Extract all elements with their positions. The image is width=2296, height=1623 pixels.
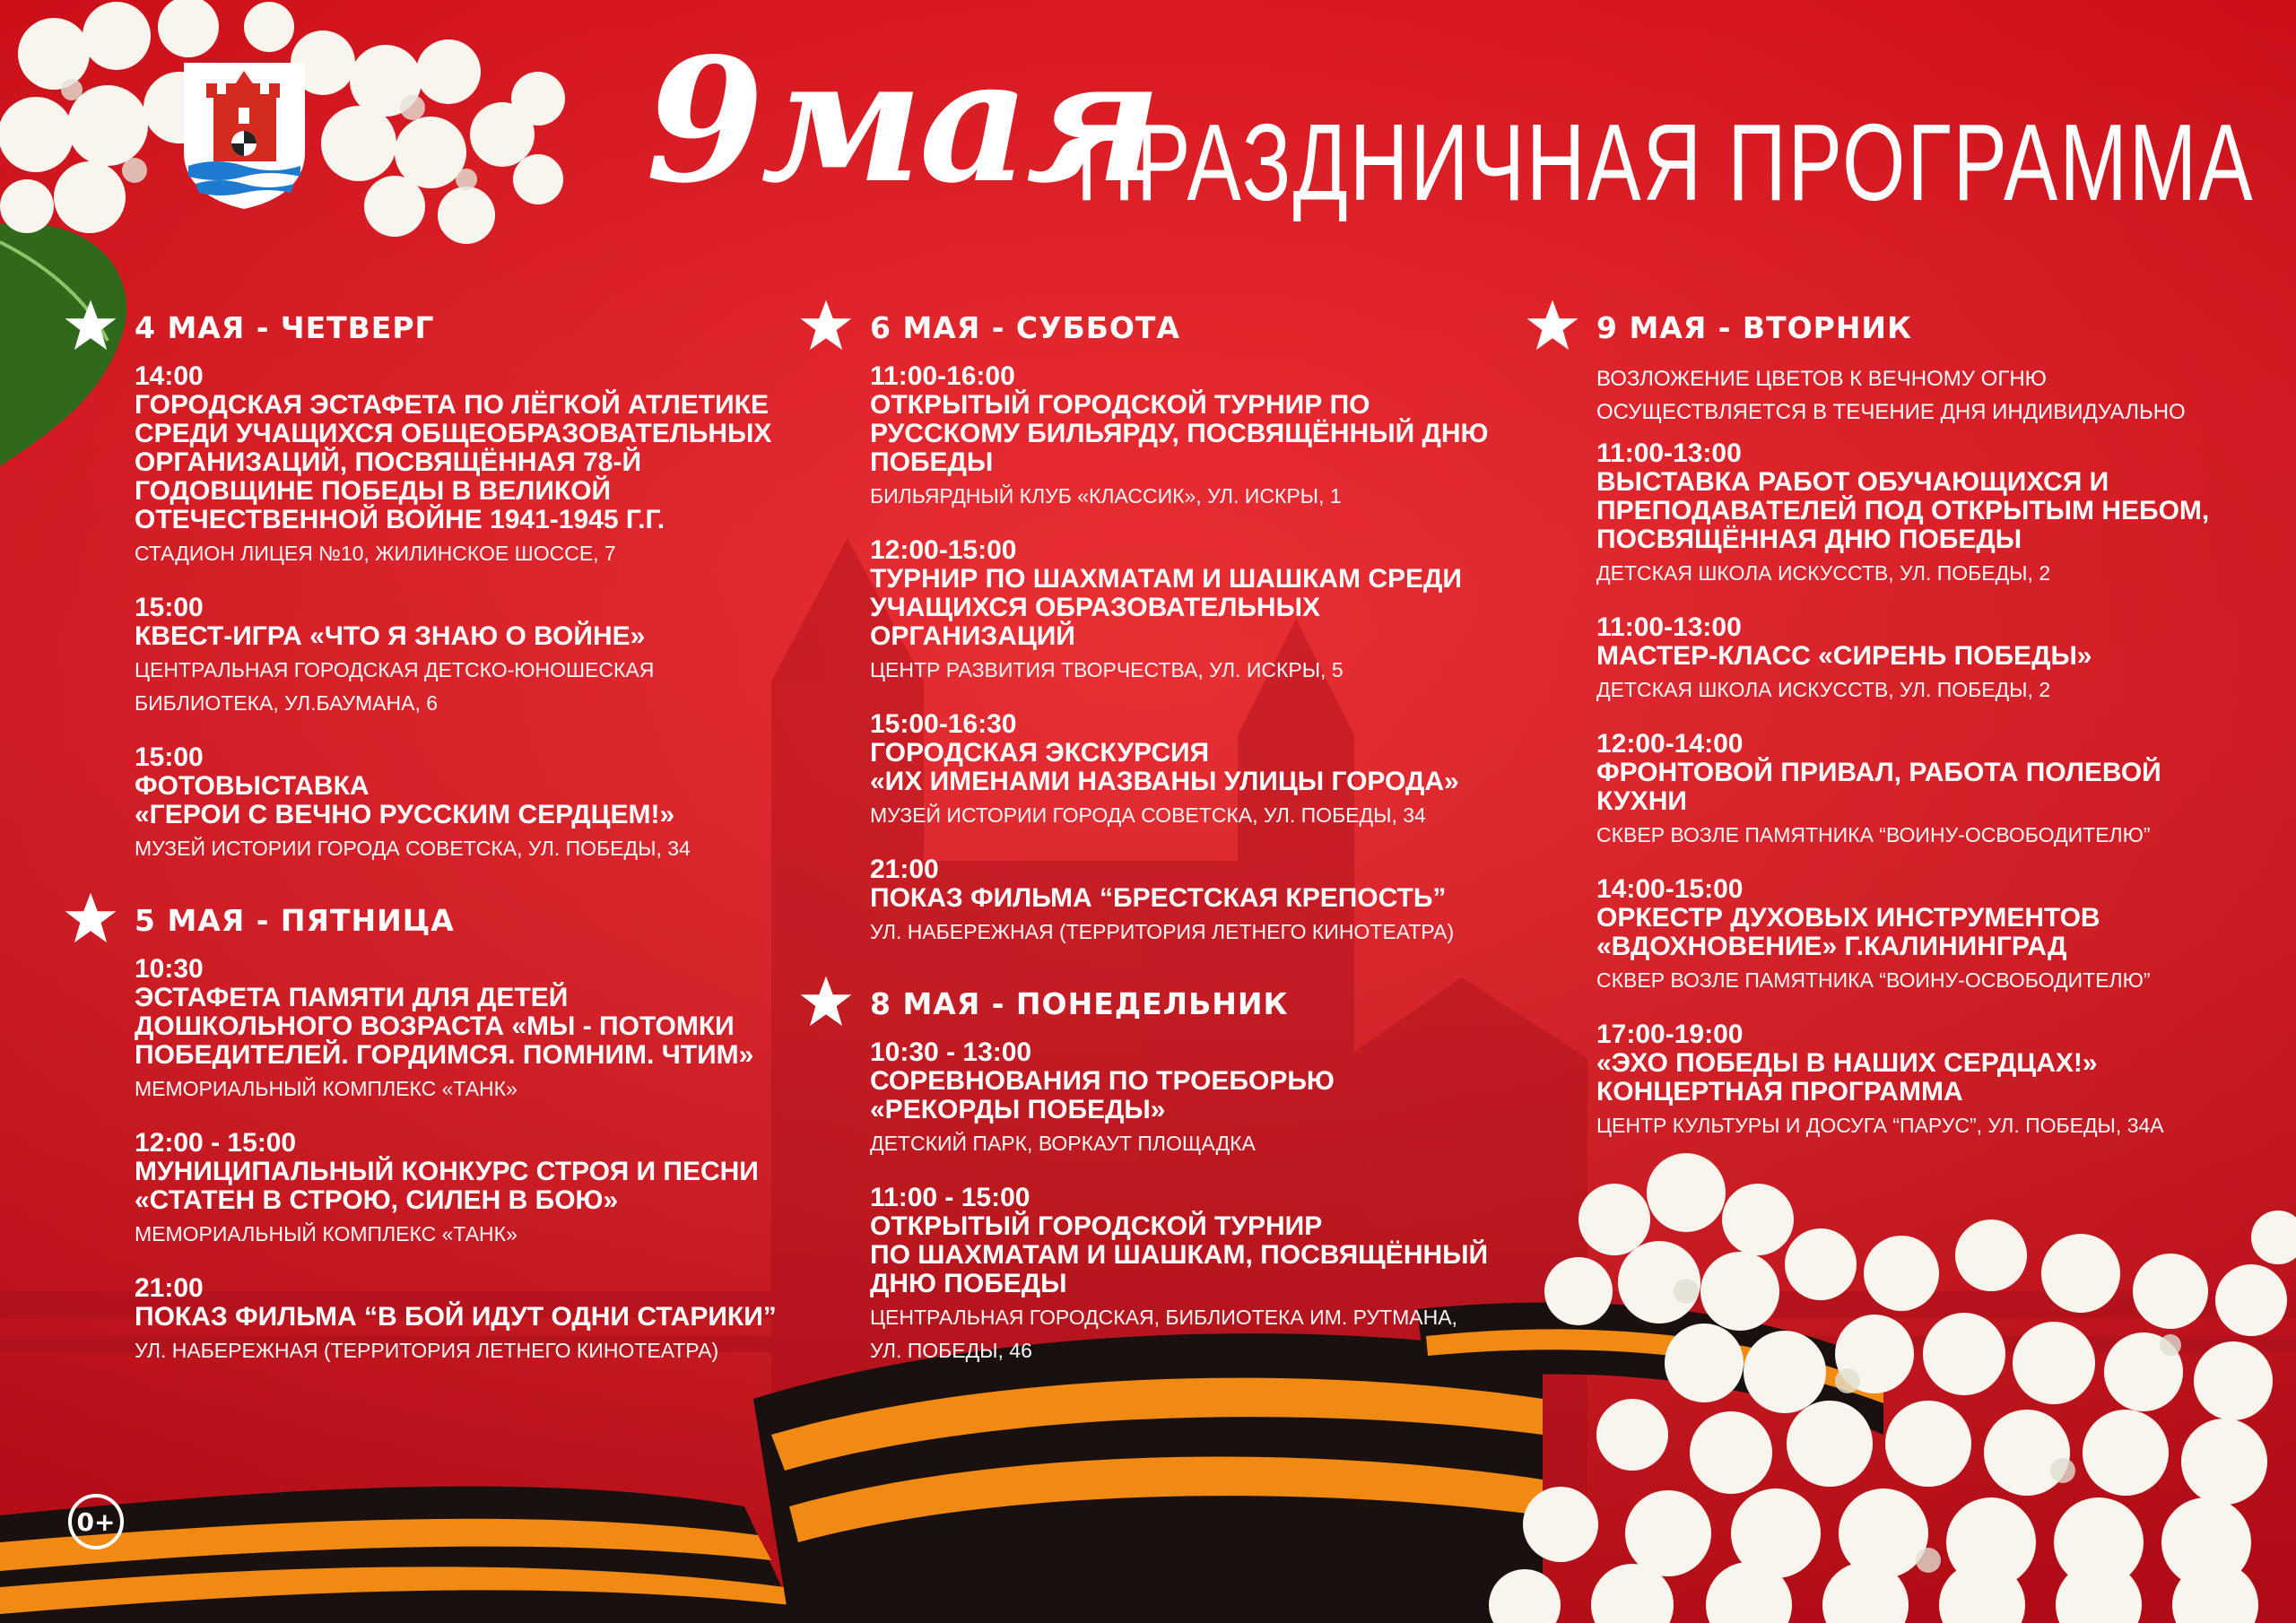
event-item xyxy=(1596,875,2260,997)
event-place: ДЕТСКИЙ ПАРК, ВОРКАУТ ПЛОЩАДКА xyxy=(870,1132,1256,1155)
event-place: ЦЕНТРАЛЬНАЯ ГОРОДСКАЯ, БИБЛИОТЕКА ИМ. РУТМАНА, УЛ. ПОБЕДЫ, 46 xyxy=(870,1306,1457,1362)
event-place: МУЗЕЙ ИСТОРИИ ГОРОДА СОВЕТСКА, УЛ. ПОБЕДЫ, 34 xyxy=(135,837,691,860)
star-icon xyxy=(798,974,854,1029)
event-place: СКВЕР ВОЗЛЕ ПАМЯТНИКА “ВОИНУ-ОСВОБОДИТЕЛЮ” xyxy=(1596,823,2151,846)
event-time: 14:00-15:00 xyxy=(1596,874,1744,904)
event-place: БИЛЬЯРДНЫЙ КЛУБ «КЛАССИК», УЛ. ИСКРЫ, 1 xyxy=(870,484,1342,508)
event-time: 10:30 - 13:00 xyxy=(870,1037,1032,1067)
event-title: СОРЕВНОВАНИЯ ПО ТРОЕБОРЬЮ «РЕКОРДЫ ПОБЕДЫ» xyxy=(870,1066,1335,1124)
day-may-9 xyxy=(1525,305,2260,1142)
event-title: ПОКАЗ ФИЛЬМА “В БОЙ ИДУТ ОДНИ СТАРИКИ” xyxy=(135,1302,777,1332)
column-2 xyxy=(798,305,1516,1367)
event-place: МУЗЕЙ ИСТОРИИ ГОРОДА СОВЕТСКА, УЛ. ПОБЕДЫ, 34 xyxy=(870,803,1426,827)
event-time: 15:00 xyxy=(135,593,204,622)
event-place: УЛ. НАБЕРЕЖНАЯ (ТЕРРИТОРИЯ ЛЕТНЕГО КИНОТЕАТРА) xyxy=(135,1339,719,1362)
day-heading: 9 МАЯ - ВТОРНИК xyxy=(1596,305,2260,352)
event-title: ГОРОДСКАЯ ЭКСКУРСИЯ «ИХ ИМЕНАМИ НАЗВАНЫ УЛИЦЫ ГОРОДА» xyxy=(870,738,1459,796)
header xyxy=(0,0,2296,269)
event-item xyxy=(870,1038,1516,1160)
event-title: ФРОНТОВОЙ ПРИВАЛ, РАБОТА ПОЛЕВОЙ КУХНИ xyxy=(1596,758,2161,816)
event-time: 15:00 xyxy=(135,742,204,772)
event-place: УЛ. НАБЕРЕЖНАЯ (ТЕРРИТОРИЯ ЛЕТНЕГО КИНОТЕАТРА) xyxy=(870,920,1455,943)
star-icon xyxy=(798,298,854,353)
column-1 xyxy=(63,305,780,1367)
title-date: 9мая xyxy=(646,21,1159,221)
event-place: ЦЕНТР РАЗВИТИЯ ТВОРЧЕСТВА, УЛ. ИСКРЫ, 5 xyxy=(870,658,1344,681)
event-title: МУНИЦИПАЛЬНЫЙ КОНКУРС СТРОЯ И ПЕСНИ «СТАТЕН В СТРОЮ, СИЛЕН В БОЮ» xyxy=(135,1157,759,1215)
day-may-6 xyxy=(798,305,1516,949)
event-title: ЭСТАФЕТА ПАМЯТИ ДЛЯ ДЕТЕЙ ДОШКОЛЬНОГО ВОЗРАСТА «МЫ - ПОТОМКИ ПОБЕДИТЕЛЕЙ. ГОРДИМСЯ. ПОМНИМ. ЧТИМ» xyxy=(135,983,754,1070)
event-title: МАСТЕР-КЛАСС «СИРЕНЬ ПОБЕДЫ» xyxy=(1596,641,2092,671)
event-item xyxy=(135,362,780,570)
event-time: 21:00 xyxy=(870,855,939,884)
event-title: ПОКАЗ ФИЛЬМА “БРЕСТСКАЯ КРЕПОСТЬ” xyxy=(870,883,1447,913)
event-time: 10:30 xyxy=(135,954,204,984)
day-notice: ВОЗЛОЖЕНИЕ ЦВЕТОВ К ВЕЧНОМУ ОГНЮ ОСУЩЕСТВЛЯЕТСЯ В ТЕЧЕНИЕ ДНЯ ИНДИВИДУАЛЬНО xyxy=(1596,367,2186,424)
event-place: МЕМОРИАЛЬНЫЙ КОМПЛЕКС «ТАНК» xyxy=(135,1077,517,1100)
event-time: 12:00-14:00 xyxy=(1596,729,1744,759)
event-item xyxy=(870,1184,1516,1367)
star-icon xyxy=(1525,298,1580,353)
event-item xyxy=(135,955,780,1106)
event-title: ТУРНИР ПО ШАХМАТАМ И ШАШКАМ СРЕДИ УЧАЩИХСЯ ОБРАЗОВАТЕЛЬНЫХ ОРГАНИЗАЦИЙ xyxy=(870,564,1462,651)
event-item xyxy=(135,743,780,865)
event-item xyxy=(1596,439,2260,590)
event-item xyxy=(135,594,780,720)
event-title: ФОТОВЫСТАВКА «ГЕРОИ С ВЕЧНО РУССКИМ СЕРДЦЕМ!» xyxy=(135,771,675,829)
event-place: ДЕТСКАЯ ШКОЛА ИСКУССТВ, УЛ. ПОБЕДЫ, 2 xyxy=(1596,561,2051,585)
event-title: ОТКРЫТЫЙ ГОРОДСКОЙ ТУРНИР ПО ШАХМАТАМ И ШАШКАМ, ПОСВЯЩЁННЫЙ ДНЮ ПОБЕДЫ xyxy=(870,1211,1489,1298)
event-place: СКВЕР ВОЗЛЕ ПАМЯТНИКА “ВОИНУ-ОСВОБОДИТЕЛЮ” xyxy=(1596,968,2151,992)
event-title: КВЕСТ-ИГРА «ЧТО Я ЗНАЮ О ВОЙНЕ» xyxy=(135,621,646,651)
event-time: 12:00-15:00 xyxy=(870,535,1017,565)
event-place: ДЕТСКАЯ ШКОЛА ИСКУССТВ, УЛ. ПОБЕДЫ, 2 xyxy=(1596,678,2051,701)
age-rating-badge: 0+ xyxy=(68,1494,124,1549)
star-icon xyxy=(63,890,118,946)
event-item xyxy=(1596,613,2260,707)
event-place: ЦЕНТРАЛЬНАЯ ГОРОДСКАЯ ДЕТСКО-ЮНОШЕСКАЯ БИБЛИОТЕКА, УЛ.БАУМАНА, 6 xyxy=(135,658,655,715)
event-item xyxy=(135,1129,780,1251)
event-item xyxy=(870,536,1516,687)
event-place: МЕМОРИАЛЬНЫЙ КОМПЛЕКС «ТАНК» xyxy=(135,1222,517,1245)
event-title: «ЭХО ПОБЕДЫ В НАШИХ СЕРДЦАХ!» КОНЦЕРТНАЯ ПРОГРАММА xyxy=(1596,1048,2098,1107)
event-time: 17:00-19:00 xyxy=(1596,1020,1744,1049)
column-3 xyxy=(1525,305,2260,1142)
event-time: 11:00-13:00 xyxy=(1596,612,1742,642)
page-title: ПРАЗДНИЧНАЯ ПРОГРАММА xyxy=(1076,101,2255,223)
day-may-5 xyxy=(63,898,780,1367)
day-heading: 5 МАЯ - ПЯТНИЦА xyxy=(135,898,780,944)
event-item xyxy=(870,362,1516,513)
event-time: 12:00 - 15:00 xyxy=(135,1128,297,1158)
event-place: СТАДИОН ЛИЦЕЯ №10, ЖИЛИНСКОЕ ШОССЕ, 7 xyxy=(135,542,616,565)
event-time: 11:00 - 15:00 xyxy=(870,1183,1031,1212)
star-icon xyxy=(63,298,118,353)
event-time: 14:00 xyxy=(135,361,204,391)
day-may-4 xyxy=(63,305,780,865)
event-title: ОРКЕСТР ДУХОВЫХ ИНСТРУМЕНТОВ «ВДОХНОВЕНИЕ» Г.КАЛИНИНГРАД xyxy=(1596,903,2100,961)
event-place: ЦЕНТР КУЛЬТУРЫ И ДОСУГА “ПАРУС”, УЛ. ПОБЕДЫ, 34А xyxy=(1596,1114,2164,1137)
event-time: 11:00-16:00 xyxy=(870,361,1015,391)
event-item xyxy=(1596,730,2260,852)
event-item xyxy=(135,1274,780,1367)
event-item xyxy=(870,855,1516,949)
day-may-8 xyxy=(798,981,1516,1367)
event-item xyxy=(1596,1020,2260,1142)
day-heading: 6 МАЯ - СУББОТА xyxy=(870,305,1516,352)
day-heading: 8 МАЯ - ПОНЕДЕЛЬНИК xyxy=(870,981,1516,1028)
day-heading: 4 МАЯ - ЧЕТВЕРГ xyxy=(135,305,780,352)
event-time: 15:00-16:30 xyxy=(870,709,1017,739)
event-time: 11:00-13:00 xyxy=(1596,438,1742,468)
event-title: ГОРОДСКАЯ ЭСТАФЕТА ПО ЛЁГКОЙ АТЛЕТИКЕ СРЕДИ УЧАЩИХСЯ ОБЩЕОБРАЗОВАТЕЛЬНЫХ ОРГАНИЗАЦИЙ, ПОСВЯЩЁННАЯ 78-Й ГОДОВЩИНЕ ПОБЕДЫ В ВЕЛИКОЙ ОТЕЧЕСТВЕННОЙ ВОЙНЕ 1941-1945 Г.Г. xyxy=(135,390,772,534)
event-time: 21:00 xyxy=(135,1273,204,1303)
event-item xyxy=(870,710,1516,832)
event-title: ВЫСТАВКА РАБОТ ОБУЧАЮЩИХСЯ И ПРЕПОДАВАТЕЛЕЙ ПОД ОТКРЫТЫМ НЕБОМ, ПОСВЯЩЁННАЯ ДНЮ ПОБЕДЫ xyxy=(1596,467,2210,554)
event-title: ОТКРЫТЫЙ ГОРОДСКОЙ ТУРНИР ПО РУССКОМУ БИЛЬЯРДУ, ПОСВЯЩЁННЫЙ ДНЮ ПОБЕДЫ xyxy=(870,390,1489,477)
